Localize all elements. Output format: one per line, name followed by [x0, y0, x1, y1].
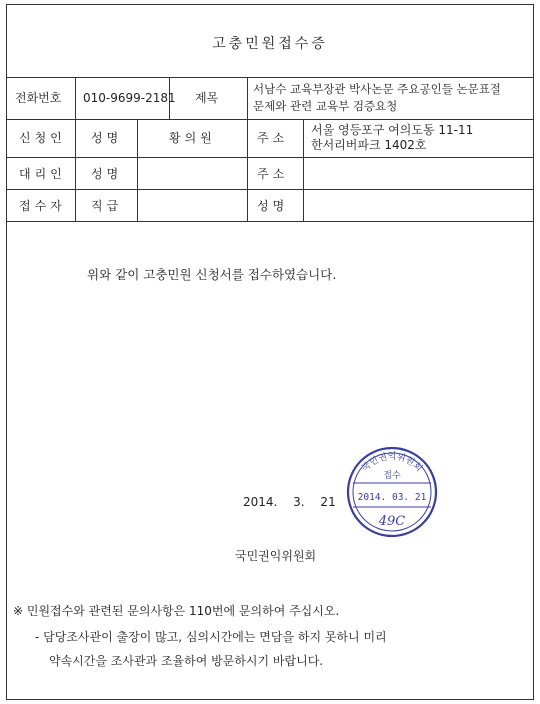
- subject-label: 제목: [195, 91, 219, 105]
- stamp-number: 49C: [378, 514, 406, 529]
- subject-line-1: 서남수 교육부장관 박사논문 주요공인들 논문표절: [253, 82, 501, 96]
- subject-line-2: 문제와 관련 교육부 검증요청: [253, 99, 398, 113]
- agent-address-label: 주소: [257, 167, 289, 181]
- stamp-org: 국민권익위원회: [360, 452, 424, 475]
- phone-label: 전화번호: [15, 91, 62, 105]
- table-row-divider: [7, 157, 533, 158]
- table-row-divider: [7, 119, 533, 120]
- applicant-name: 황의원: [169, 131, 216, 145]
- table-top-border: [7, 77, 533, 78]
- column-divider: [137, 119, 138, 221]
- organization-name: 국민권익위원회: [235, 549, 317, 563]
- receiver-label: 접수자: [19, 199, 66, 213]
- document-title: 고충민원접수증: [212, 36, 328, 52]
- note-inquiry: ※ 민원접수와 관련된 문의사항은 110번에 문의하여 주십시오.: [13, 604, 340, 618]
- receiver-name-label: 성명: [257, 199, 289, 213]
- stamp-date: 2014. 03. 21: [357, 492, 427, 503]
- agent-label: 대리인: [19, 167, 66, 181]
- note-appointment-1: - 담당조사관이 출장이 많고, 심의시간에는 면담을 하지 못하니 미리: [35, 630, 387, 644]
- table-row-divider: [7, 189, 533, 190]
- table-bottom-border: [7, 221, 533, 222]
- receipt-stamp: [345, 445, 439, 539]
- rank-label: 직급: [91, 199, 123, 213]
- receipt-date: 2014. 3. 21: [243, 495, 336, 509]
- column-divider: [75, 77, 76, 221]
- applicant-name-label: 성명: [91, 131, 123, 145]
- address-label: 주소: [257, 131, 289, 145]
- address-line-2: 한서리버파크 1402호: [311, 138, 427, 152]
- phone-value: 010-9699-2181: [83, 91, 176, 105]
- column-divider: [247, 77, 248, 221]
- applicant-label: 신청인: [19, 131, 66, 145]
- column-divider: [303, 119, 304, 221]
- stamp-label: 접수: [383, 471, 401, 481]
- agent-name-label: 성명: [91, 167, 123, 181]
- receipt-form: [6, 4, 534, 700]
- note-appointment-2: 약속시간을 조사관과 조율하여 방문하시기 바랍니다.: [49, 654, 324, 668]
- address-line-1: 서울 영등포구 여의도동 11-11: [311, 123, 474, 137]
- confirmation-text: 위와 같이 고충민원 신청서를 접수하였습니다.: [87, 267, 337, 282]
